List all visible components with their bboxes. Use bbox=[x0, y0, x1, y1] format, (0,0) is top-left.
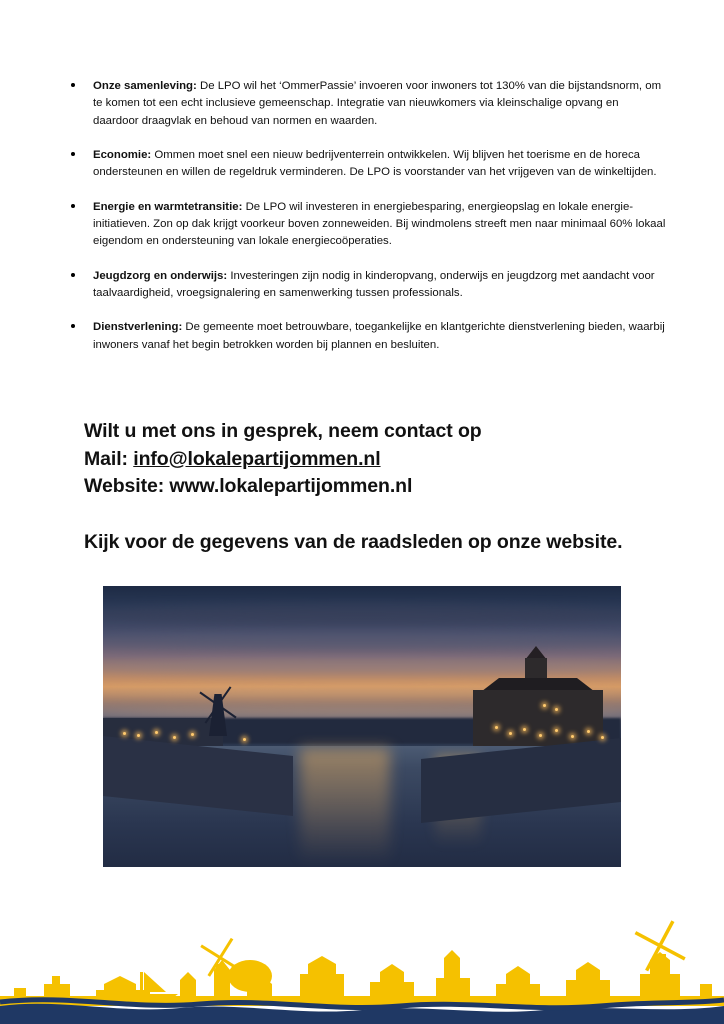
list-item-lead: Jeugdzorg en onderwijs: bbox=[93, 269, 228, 282]
contact-mail-label: Mail: bbox=[84, 447, 134, 470]
list-item-text: Investeringen zijn nodig in kinderopvang, onderwijs en jeugdzorg met aandacht voor taalvaardigheid, vroegsignalering en samenwerking tussen professionals. bbox=[93, 269, 655, 299]
contact-website-label: Website: bbox=[84, 475, 170, 498]
call-to-action-text: Kijk voor de gegevens van de raadsleden op onze website. bbox=[84, 531, 623, 553]
bullet-dot-icon bbox=[71, 273, 75, 277]
list-item bbox=[66, 268, 666, 303]
photo-vecht-ommen bbox=[103, 586, 621, 867]
policy-bullet-list bbox=[66, 78, 666, 354]
contact-block bbox=[84, 418, 684, 501]
list-item bbox=[66, 78, 666, 130]
list-item bbox=[66, 147, 666, 182]
list-item-lead: Economie: bbox=[93, 148, 152, 161]
contact-website-value: www.lokalepartijommen.nl bbox=[169, 475, 413, 498]
list-item-lead: Dienstverlening: bbox=[93, 321, 183, 334]
footer-skyline-graphic bbox=[0, 914, 724, 1024]
list-item-text: Ommen moet snel een nieuw bedrijventerrein ontwikkelen. Wij blijven het toerisme en de horeca ondersteunen en willen de regeldruk verminderen. De LPO is voorstander van het vrijgeven van de winkeltijden. bbox=[93, 148, 657, 179]
contact-website-line bbox=[84, 473, 684, 501]
list-item-lead: Onze samenleving: bbox=[93, 80, 197, 92]
photo-lights bbox=[103, 586, 621, 867]
bullet-dot-icon bbox=[71, 152, 75, 156]
bullet-dot-icon bbox=[71, 204, 75, 208]
contact-mail-line bbox=[84, 446, 684, 474]
bullet-dot-icon bbox=[71, 324, 75, 328]
contact-heading: Wilt u met ons in gesprek, neem contact op bbox=[84, 420, 482, 442]
bullet-dot-icon bbox=[71, 83, 75, 87]
list-item-text: De LPO wil het ‘OmmerPassie’ invoeren voor inwoners tot 130% van die bijstandsnorm, om te komen tot een echt inclusieve gemeenschap. Integratie van nieuwkomers via kleinschalige opvang en daardoor draagvlak en behoud van normen en waarden. bbox=[93, 80, 662, 127]
list-item bbox=[66, 199, 666, 251]
list-item-text: De gemeente moet betrouwbare, toegankelijke en klantgerichte dienstverlening bieden, waarbij inwoners vanaf het begin betrokken worden bij plannen en besluiten. bbox=[93, 321, 665, 351]
list-item-text: De LPO wil investeren in energiebesparing, energieopslag en lokale energie-initiatieven. Zon op dak krijgt voorkeur boven zonneweiden. Bij windmolens streeft men naar minimaal 60% lokaal eigendom en ondersteuning van lokale energiecoöperaties. bbox=[93, 200, 666, 248]
contact-mail-link[interactable]: info@lokalepartijommen.nl bbox=[133, 447, 381, 470]
list-item bbox=[66, 319, 666, 354]
skyline-shape bbox=[0, 920, 724, 1006]
list-item-lead: Energie en warmtetransitie: bbox=[93, 200, 243, 213]
